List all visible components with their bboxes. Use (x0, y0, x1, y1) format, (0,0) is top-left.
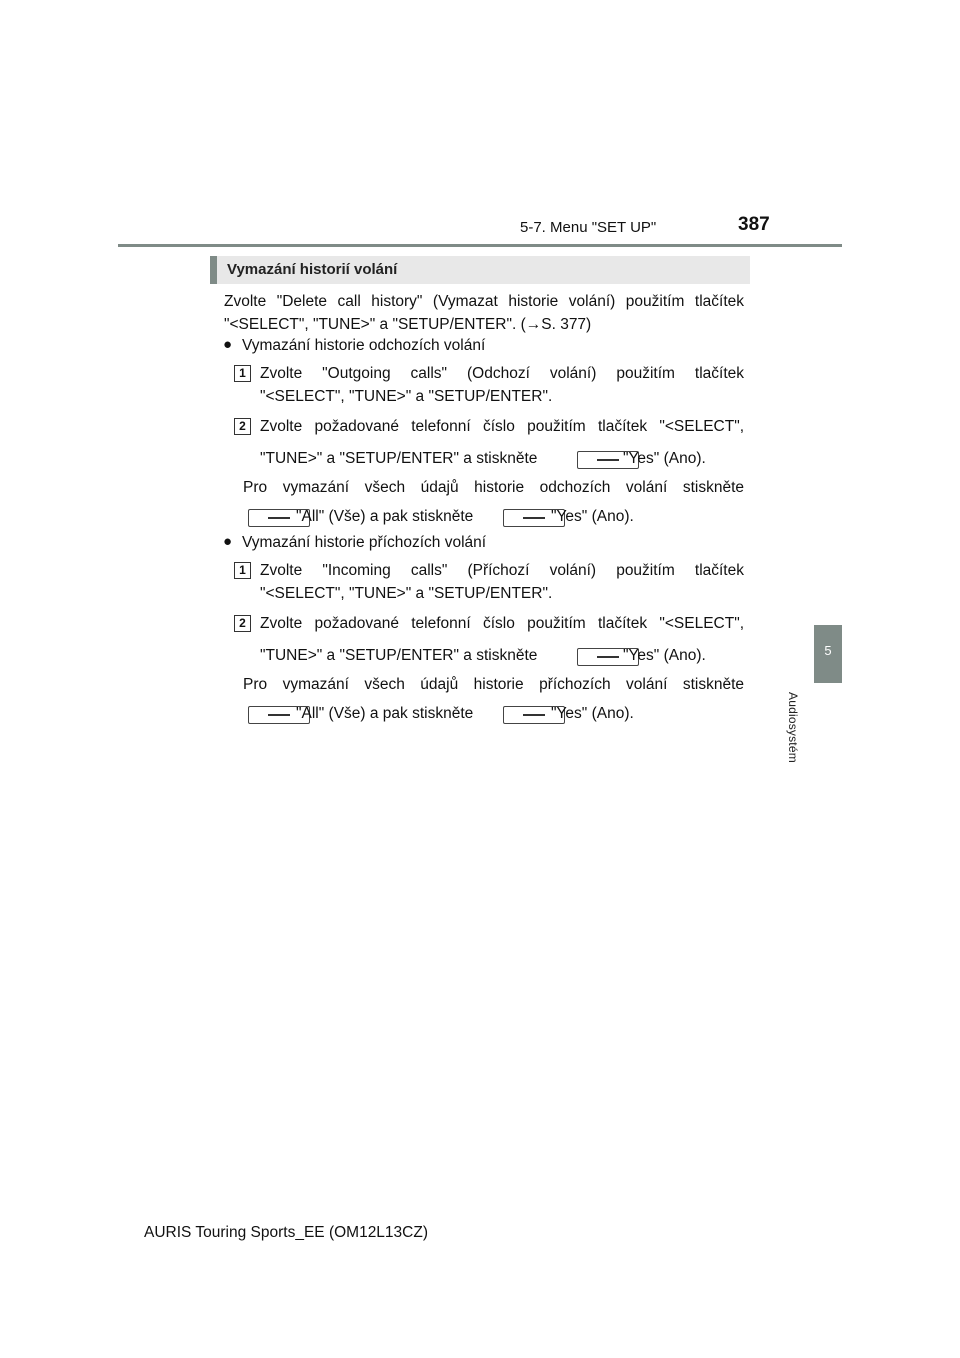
outgoing-note-all: "All" (Vše) a pak stiskněte (296, 508, 474, 525)
outgoing-note-yes: "Yes" (Ano). (551, 508, 634, 525)
intro-line-1: Zvolte "Delete call history" (Vymazat historie volání) použitím tlačítek (224, 293, 744, 310)
intro-line-2: "<SELECT", "TUNE>" a "SETUP/ENTER". (→S. 377) (224, 316, 592, 333)
bullet-icon: ● (223, 336, 233, 353)
section-heading-bar (210, 256, 750, 284)
incoming-title: Vymazání historie příchozích volání (242, 534, 487, 551)
outgoing-step2-yes: "Yes" (Ano). (623, 450, 706, 467)
outgoing-step2-line-1: Zvolte požadované telefonní číslo použitím tlačítek "<SELECT", (260, 418, 744, 435)
bullet-icon: ● (223, 533, 233, 550)
chapter-tab (814, 625, 842, 683)
outgoing-note-line-1: Pro vymazání všech údajů historie odchozích volání stiskněte (243, 479, 744, 496)
incoming-note-yes: "Yes" (Ano). (551, 705, 634, 722)
outgoing-step2-line-2: "TUNE>" a "SETUP/ENTER" a stiskněte (260, 450, 538, 467)
chapter-number: 5 (824, 643, 832, 658)
incoming-note-all: "All" (Vše) a pak stiskněte (296, 705, 474, 722)
step-2-icon: 2 (234, 615, 251, 632)
chapter-label: Audiosystém (786, 692, 800, 763)
outgoing-step1-line-1: Zvolte "Outgoing calls" (Odchozí volání) použitím tlačítek (260, 365, 744, 382)
incoming-step2-yes: "Yes" (Ano). (623, 647, 706, 664)
running-header-section: 5-7. Menu "SET UP" (520, 219, 657, 236)
step-2-icon: 2 (234, 418, 251, 435)
footer-model: AURIS Touring Sports_EE (OM12L13CZ) (144, 1224, 428, 1241)
step-1-icon: 1 (234, 365, 251, 382)
page-number: 387 (738, 214, 770, 235)
header-rule (118, 244, 842, 247)
outgoing-title: Vymazání historie odchozích volání (242, 337, 486, 354)
incoming-step1-line-2: "<SELECT", "TUNE>" a "SETUP/ENTER". (260, 585, 553, 602)
incoming-note-line-1: Pro vymazání všech údajů historie příchozích volání stiskněte (243, 676, 744, 693)
incoming-step1-line-1: Zvolte "Incoming calls" (Příchozí volání) použitím tlačítek (260, 562, 744, 579)
step-1-icon: 1 (234, 562, 251, 579)
section-title: Vymazání historií volání (227, 261, 398, 278)
outgoing-step1-line-2: "<SELECT", "TUNE>" a "SETUP/ENTER". (260, 388, 553, 405)
incoming-step2-line-1: Zvolte požadované telefonní číslo použitím tlačítek "<SELECT", (260, 615, 744, 632)
incoming-step2-line-2: "TUNE>" a "SETUP/ENTER" a stiskněte (260, 647, 538, 664)
